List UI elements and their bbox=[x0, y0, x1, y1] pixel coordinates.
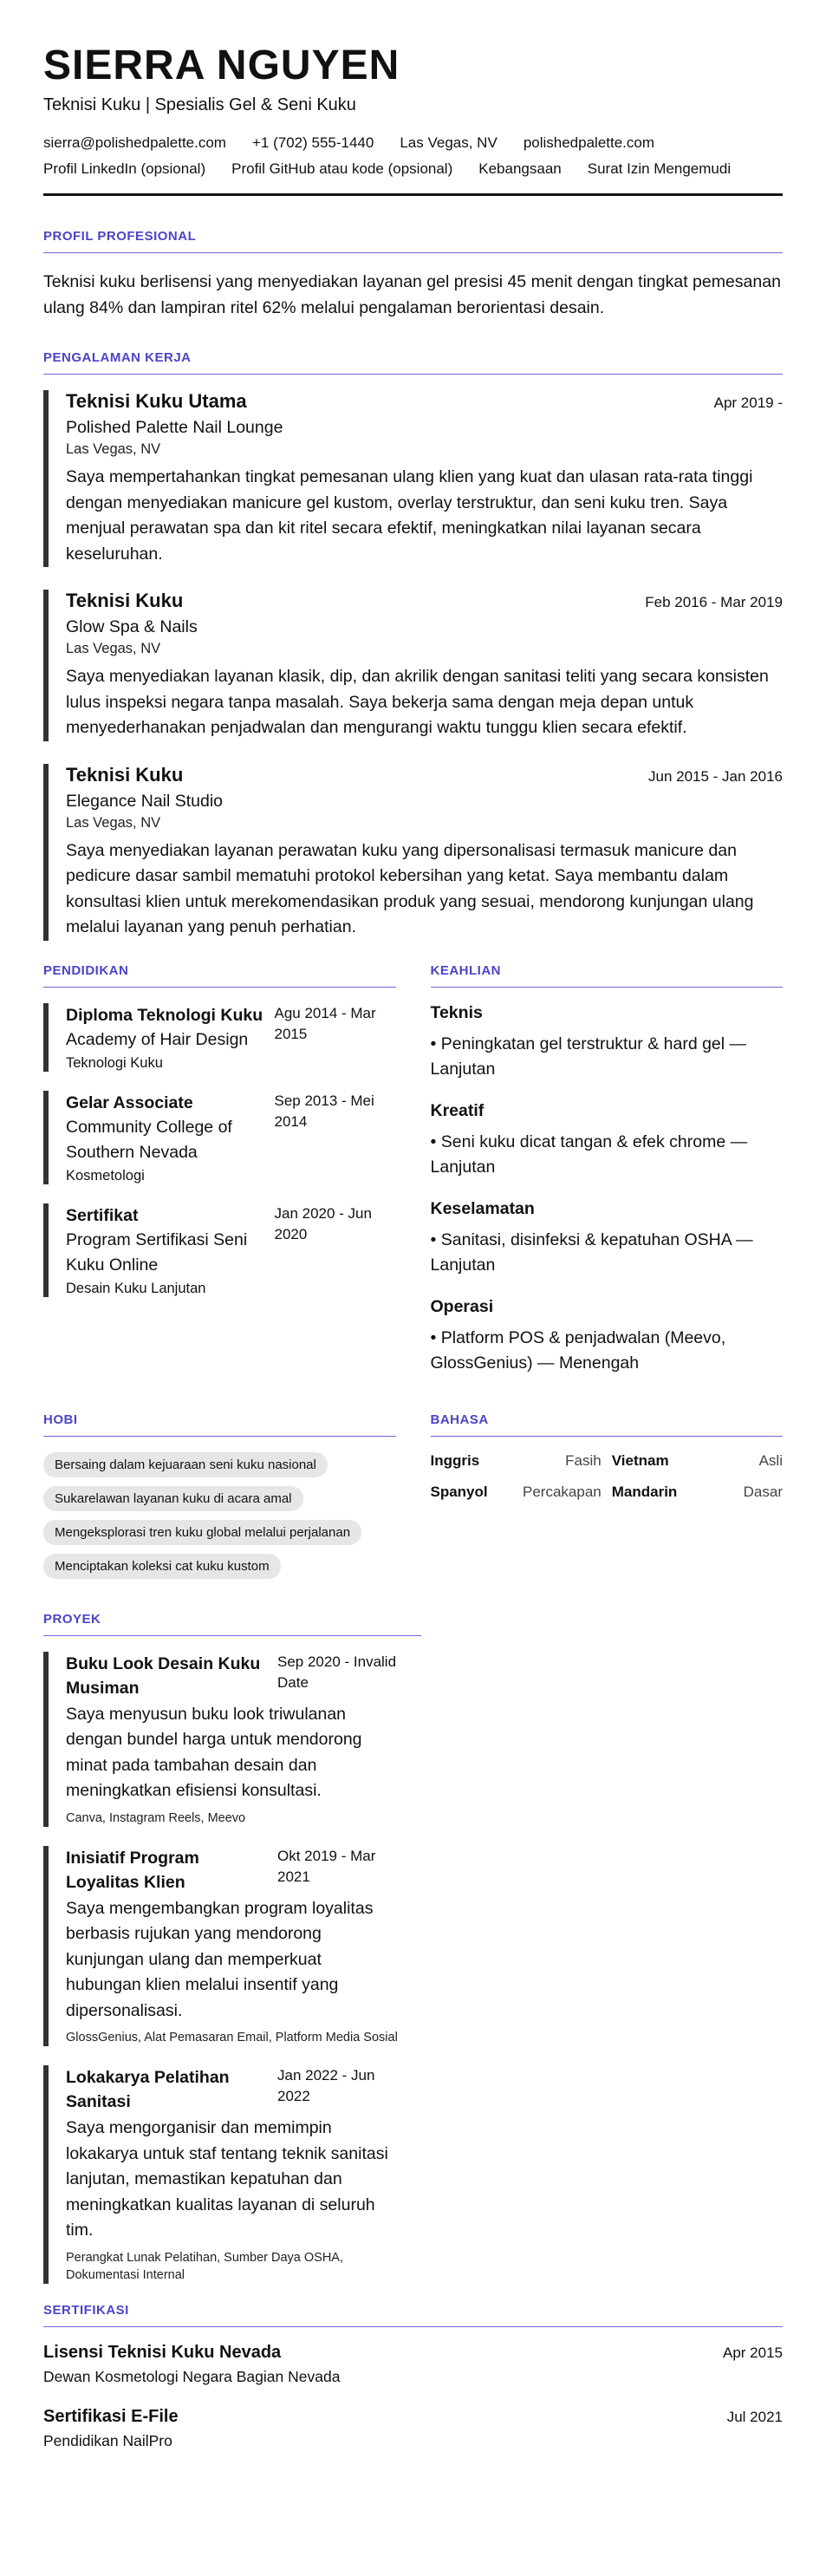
contact-website: polishedpalette.com bbox=[523, 134, 655, 151]
skill-category: Operasi bbox=[430, 1296, 494, 1316]
certifications-section bbox=[43, 2303, 783, 2450]
project-tools: Perangkat Lunak Pelatihan, Sumber Daya OSHA, Dokumentasi Internal bbox=[66, 2250, 343, 2282]
language-item bbox=[612, 1484, 783, 1501]
hobby-list bbox=[43, 1452, 396, 1579]
projects-section bbox=[43, 1612, 421, 2284]
project-entry bbox=[43, 1652, 399, 1827]
project-description: Saya menyusun buku look triwulanan dengan bundel harga untuk mendorong minat pada tambahan desain dan meningkatkan efisiensi konsultasi. bbox=[66, 1704, 362, 1800]
contact-github: Profil GitHub atau kode (opsional) bbox=[231, 160, 453, 177]
skill-category: Teknis bbox=[430, 1002, 483, 1022]
education-entry bbox=[43, 1003, 396, 1072]
contact-email: sierra@polishedpalette.com bbox=[43, 134, 226, 151]
contact-nationality: Kebangsaan bbox=[478, 160, 562, 177]
experience-section bbox=[43, 350, 783, 941]
project-description: Saya mengorganisir dan memimpin lokakarya untuk staf tentang teknik sanitasi lanjutan, memastikan kepatuhan dan meningkatkan kualitas layanan di seluruh tim. bbox=[66, 2118, 388, 2240]
section-heading: PENGALAMAN KERJA bbox=[43, 350, 783, 375]
project-name: Lokakarya Pelatihan Sanitasi bbox=[66, 2068, 230, 2111]
school: Program Sertifikasi Seni Kuku Online bbox=[66, 1229, 248, 1275]
certification-issuer: Pendidikan NailPro bbox=[43, 2431, 172, 2449]
section-heading: PROFIL PROFESIONAL bbox=[43, 229, 783, 253]
section-heading: HOBI bbox=[43, 1412, 396, 1437]
language-list bbox=[431, 1452, 784, 1501]
languages-section bbox=[431, 1412, 784, 1579]
project-tools: GlossGenius, Alat Pemasaran Email, Platform Media Sosial bbox=[66, 2031, 398, 2044]
hobby-chip: Menciptakan koleksi cat kuku kustom bbox=[43, 1554, 281, 1579]
job-company: Elegance Nail Studio bbox=[66, 791, 224, 811]
education-dates: Sep 2013 - Mei 2014 bbox=[274, 1092, 374, 1130]
project-dates: Jan 2022 - Jun 2022 bbox=[277, 2067, 375, 2104]
contact-linkedin: Profil LinkedIn (opsional) bbox=[43, 160, 206, 177]
certification-entry bbox=[43, 2407, 783, 2450]
language-level: Dasar bbox=[743, 1483, 783, 1500]
certification-date: Apr 2015 bbox=[723, 2344, 783, 2361]
language-item bbox=[431, 1484, 602, 1501]
experience-entry bbox=[43, 590, 783, 741]
project-name: Buku Look Desain Kuku Musiman bbox=[66, 1653, 261, 1698]
project-dates: Okt 2019 - Mar 2021 bbox=[277, 1847, 376, 1885]
degree: Sertifikat bbox=[66, 1205, 139, 1225]
field-of-study: Desain Kuku Lanjutan bbox=[66, 1280, 206, 1296]
skills-section bbox=[431, 963, 784, 1395]
experience-entry bbox=[43, 764, 783, 941]
education-entry bbox=[43, 1091, 396, 1184]
summary-section bbox=[43, 229, 783, 321]
summary-text: Teknisi kuku berlisensi yang menyediakan layanan gel presisi 45 menit dengan tingkat pemesanan ulang 84% dan lampiran ritel 62% melalui pengalaman berorientasi desain. bbox=[43, 272, 781, 317]
job-description: Saya menyediakan layanan klasik, dip, dan akrilik dengan sanitasi teliti yang secara konsisten lulus inspeksi negara tanpa masalah. Saya bekerja sama dengan meja depan untuk menyederhanakan penjadwalan dan mengurangi waktu tunggu klien secara efektif. bbox=[66, 667, 769, 737]
school: Academy of Hair Design bbox=[66, 1029, 249, 1049]
job-title: Teknisi Kuku bbox=[66, 590, 184, 611]
job-dates: Jun 2015 - Jan 2016 bbox=[647, 767, 783, 785]
candidate-title: Teknisi Kuku | Spesialis Gel & Seni Kuku bbox=[43, 95, 356, 114]
job-location: Las Vegas, NV bbox=[66, 814, 161, 831]
job-title: Teknisi Kuku bbox=[66, 763, 184, 786]
skill-item: • Sanitasi, disinfeksi & kepatuhan OSHA — Lanjutan bbox=[430, 1229, 753, 1275]
skill-category: Keselamatan bbox=[430, 1198, 535, 1218]
job-dates: Apr 2019 - bbox=[713, 395, 783, 411]
contact-drivers-license: Surat Izin Mengemudi bbox=[587, 160, 732, 177]
language-item bbox=[431, 1452, 602, 1470]
project-entry bbox=[43, 1846, 399, 2047]
education-section bbox=[43, 963, 396, 1395]
hobby-chip: Bersaing dalam kejuaraan seni kuku nasional bbox=[43, 1452, 328, 1477]
education-skills-row bbox=[43, 963, 783, 1395]
language-level: Fasih bbox=[565, 1451, 602, 1469]
certification-date: Jul 2021 bbox=[726, 2408, 783, 2425]
skill-item: • Peningkatan gel terstruktur & hard gel — Lanjutan bbox=[430, 1034, 747, 1079]
degree: Gelar Associate bbox=[66, 1092, 193, 1112]
skill-item: • Platform POS & penjadwalan (Meevo, GlossGenius) — Menengah bbox=[430, 1327, 726, 1373]
skill-item: • Seni kuku dicat tangan & efek chrome — Lanjutan bbox=[430, 1131, 748, 1177]
project-dates: Sep 2020 - Invalid Date bbox=[277, 1653, 397, 1691]
certification-entry bbox=[43, 2343, 783, 2386]
education-dates: Agu 2014 - Mar 2015 bbox=[274, 1004, 376, 1042]
experience-entry bbox=[43, 390, 783, 567]
project-description: Saya mengembangkan program loyalitas berbasis rujukan yang mendorong kunjungan ulang dan memperkuat hubungan klien melalui insentif yang dipersonalisasi. bbox=[66, 1898, 374, 2020]
field-of-study: Kosmetologi bbox=[66, 1167, 145, 1184]
candidate-name: SIERRA NGUYEN bbox=[43, 42, 400, 88]
hobbies-languages-row bbox=[43, 1412, 783, 1579]
project-name: Inisiatif Program Loyalitas Klien bbox=[66, 1848, 199, 1892]
job-description: Saya menyediakan layanan perawatan kuku yang dipersonalisasi termasuk manicure dan pedicure dasar sambil mematuhi protokol kebersihan yang ketat. Saya membantu dalam konsultasi klien untuk merekomendasikan produk yang sesuai, mendorong kunjungan ulang melalui layanan yang penuh perhatian. bbox=[66, 840, 754, 936]
language-name: Inggris bbox=[430, 1451, 480, 1469]
certification-issuer: Dewan Kosmetologi Negara Bagian Nevada bbox=[43, 2367, 341, 2385]
certification-name: Lisensi Teknisi Kuku Nevada bbox=[43, 2342, 282, 2362]
job-location: Las Vegas, NV bbox=[66, 641, 161, 656]
language-level: Asli bbox=[758, 1451, 783, 1469]
certification-name: Sertifikasi E-File bbox=[43, 2406, 179, 2426]
field-of-study: Teknologi Kuku bbox=[66, 1054, 163, 1071]
contact-phone: +1 (702) 555-1440 bbox=[251, 134, 374, 151]
language-level: Percakapan bbox=[523, 1483, 602, 1500]
job-company: Glow Spa & Nails bbox=[66, 617, 198, 636]
project-tools: Canva, Instagram Reels, Meevo bbox=[66, 1810, 246, 1825]
project-entry bbox=[43, 2065, 399, 2284]
section-heading: BAHASA bbox=[431, 1412, 784, 1437]
language-name: Vietnam bbox=[611, 1451, 669, 1469]
hobby-chip: Sukarelawan layanan kuku di acara amal bbox=[43, 1486, 303, 1511]
language-name: Mandarin bbox=[611, 1483, 678, 1500]
degree: Diploma Teknologi Kuku bbox=[66, 1005, 263, 1025]
hobbies-section bbox=[43, 1412, 396, 1579]
education-entry bbox=[43, 1203, 396, 1297]
school: Community College of Southern Nevada bbox=[66, 1117, 232, 1162]
section-heading: KEAHLIAN bbox=[431, 963, 784, 988]
language-item bbox=[612, 1452, 783, 1470]
skill-category: Kreatif bbox=[430, 1100, 485, 1120]
section-heading: PROYEK bbox=[43, 1612, 421, 1636]
job-title: Teknisi Kuku Utama bbox=[66, 390, 247, 412]
section-heading: PENDIDIKAN bbox=[43, 963, 396, 988]
job-dates: Feb 2016 - Mar 2019 bbox=[645, 594, 783, 610]
job-company: Polished Palette Nail Lounge bbox=[66, 418, 283, 437]
language-name: Spanyol bbox=[430, 1483, 488, 1500]
section-heading: SERTIFIKASI bbox=[43, 2303, 783, 2327]
contact-info bbox=[43, 134, 783, 178]
header-divider bbox=[43, 193, 783, 196]
job-location: Las Vegas, NV bbox=[66, 441, 161, 457]
education-dates: Jan 2020 - Jun 2020 bbox=[274, 1204, 372, 1242]
resume-header bbox=[43, 42, 783, 196]
job-description: Saya mempertahankan tingkat pemesanan ulang klien yang kuat dan ulasan rata-rata tinggi dengan menyediakan manicure gel kustom, overlay terstruktur, dan seni kuku tren. Saya menjual perawatan spa dan kit ritel secara efektif, meningkatkan nilai layanan secara keseluruhan. bbox=[66, 467, 753, 564]
contact-location: Las Vegas, NV bbox=[400, 134, 498, 151]
hobby-chip: Mengeksplorasi tren kuku global melalui perjalanan bbox=[43, 1520, 361, 1545]
